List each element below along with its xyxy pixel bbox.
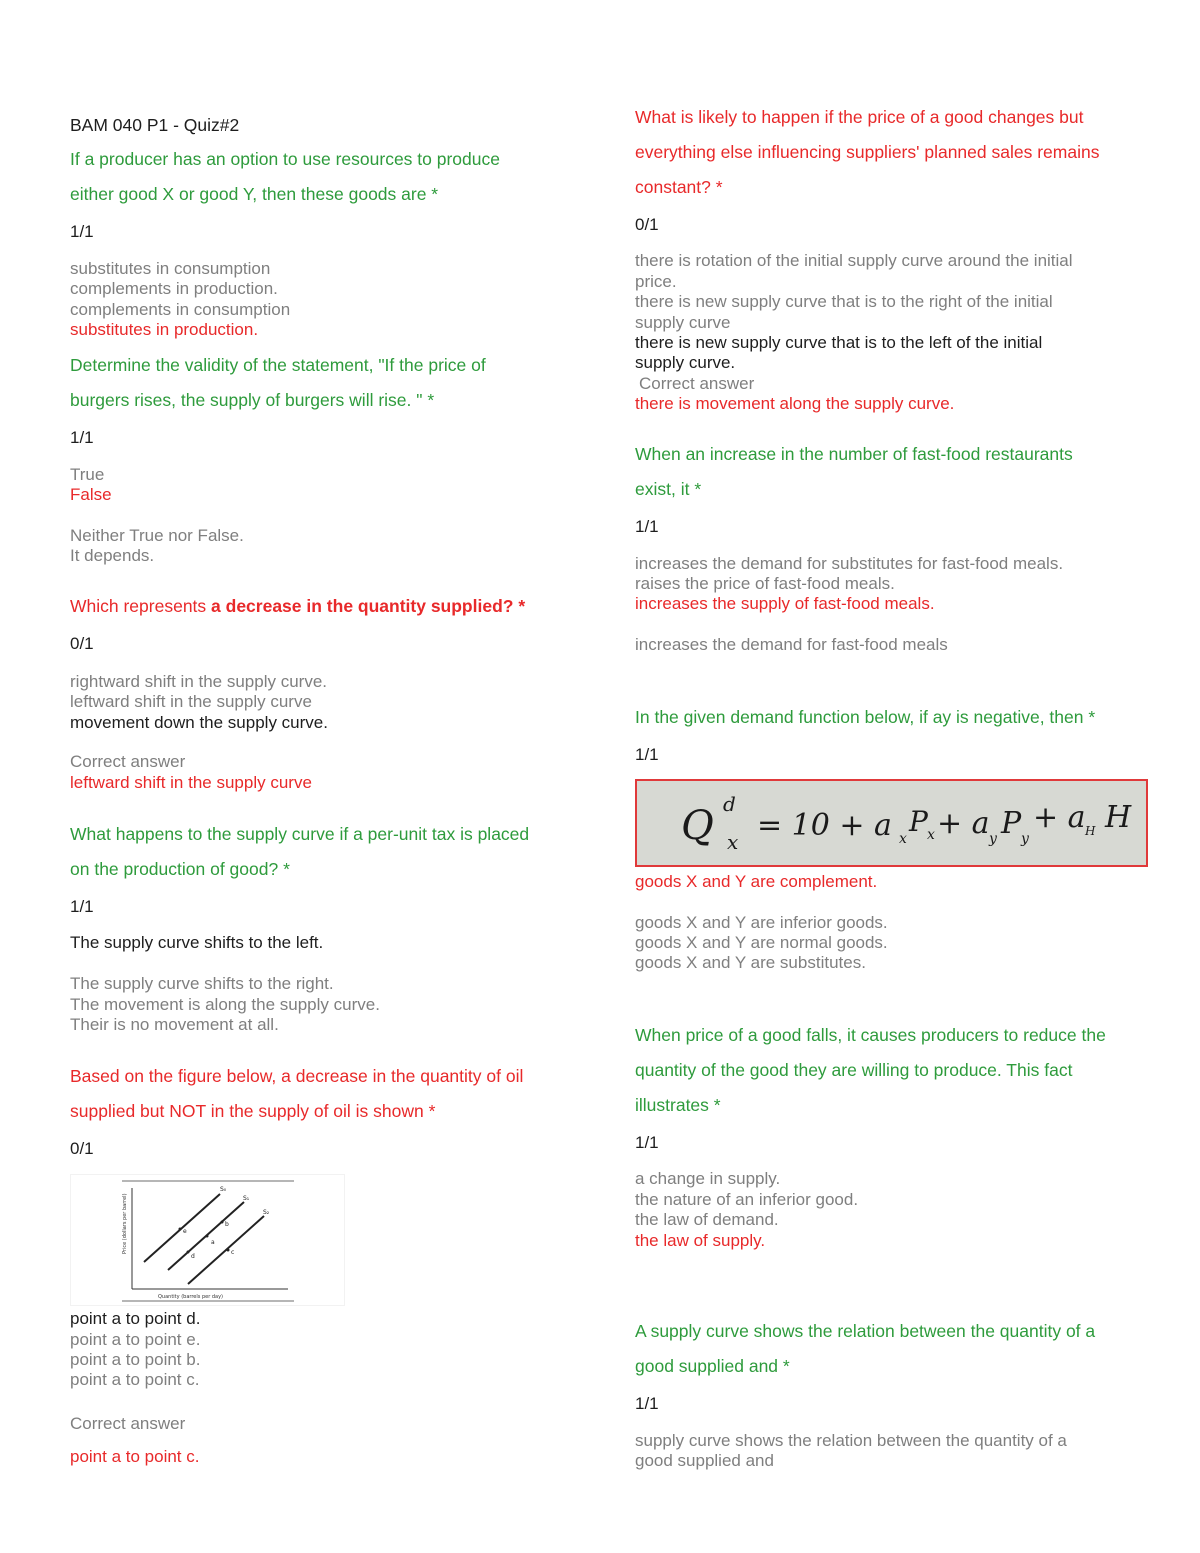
question-2-line-1: Determine the validity of the statement, "If the price of <box>70 355 486 375</box>
question-4-option-1-selected: The supply curve shifts to the left. <box>70 933 324 952</box>
question-10-line-2: good supplied and * <box>635 1356 790 1376</box>
question-6-option-3-selected-line-1: there is new supply curve that is to the left of the initial <box>635 333 1043 352</box>
question-9-option-4-selected: the law of supply. <box>635 1231 766 1250</box>
eq-py-sub: y <box>1021 831 1029 847</box>
eq-q: Q <box>681 803 714 849</box>
eq-py: P <box>1001 806 1022 841</box>
question-6-option-3-selected-line-2: supply curve. <box>635 353 736 372</box>
question-1-option-4-selected: substitutes in production. <box>70 320 259 339</box>
question-7-option-4: increases the demand for fast-food meals <box>635 635 948 654</box>
question-4-line-1: What happens to the supply curve if a per-unit tax is placed <box>70 824 530 844</box>
quiz-title: BAM 040 P1 - Quiz#2 <box>70 115 240 135</box>
question-1-option-3: complements in consumption <box>70 300 291 319</box>
label-c: c <box>231 1249 235 1256</box>
question-3-text <box>70 595 525 617</box>
eq-h: H <box>1105 800 1132 835</box>
question-6-correct-answer: there is movement along the supply curve. <box>635 394 955 413</box>
point-e <box>179 1228 182 1231</box>
question-4-line-2: on the production of good? * <box>70 859 290 879</box>
label-b: b <box>225 1221 229 1228</box>
point-b <box>221 1221 224 1224</box>
question-8-option-2: goods X and Y are inferior goods. <box>635 913 888 932</box>
question-3-option-1: rightward shift in the supply curve. <box>70 672 328 691</box>
question-9-line-3: illustrates * <box>635 1095 721 1115</box>
question-4-option-2: The supply curve shifts to the right. <box>70 974 334 993</box>
question-8-line-1: In the given demand function below, if ay is negative, then * <box>635 707 1096 727</box>
question-7-option-2: raises the price of fast-food meals. <box>635 574 895 593</box>
question-6-option-2-line-1: there is new supply curve that is to the right of the initial <box>635 292 1053 311</box>
question-6-option-1-line-2: price. <box>635 272 677 291</box>
question-4-option-3: The movement is along the supply curve. <box>70 995 380 1014</box>
demand-function-image <box>635 779 1148 867</box>
eq-part-2: + a <box>937 806 990 841</box>
question-6-option-2-line-2: supply curve <box>635 313 731 332</box>
question-8-option-3: goods X and Y are normal goods. <box>635 933 888 952</box>
question-5-line-1: Based on the figure below, a decrease in the quantity of oil <box>70 1066 524 1086</box>
question-3-correct-label: Correct answer <box>70 752 186 771</box>
point-a <box>206 1235 209 1238</box>
demand-function-equation <box>637 781 1146 865</box>
question-10-option-1-line-2: good supplied and <box>635 1451 774 1470</box>
question-5-correct-label: Correct answer <box>70 1414 186 1433</box>
question-10-line-1: A supply curve shows the relation between the quantity of a <box>635 1321 1096 1341</box>
question-3-score: 0/1 <box>70 634 94 653</box>
eq-part-1: = 10 + a <box>757 808 892 843</box>
label-s1: S₁ <box>243 1195 250 1202</box>
question-9-line-1: When price of a good falls, it causes producers to reduce the <box>635 1025 1106 1045</box>
question-1-option-2: complements in production. <box>70 279 278 298</box>
x-axis-label: Quantity (barrels per day) <box>158 1294 223 1300</box>
point-c <box>227 1249 230 1252</box>
question-7-line-2: exist, it * <box>635 479 702 499</box>
label-s0: S₀ <box>220 1186 227 1193</box>
eq-ax-sub: x <box>899 831 907 847</box>
question-5-correct-answer: point a to point c. <box>70 1447 200 1466</box>
question-1-score: 1/1 <box>70 222 94 241</box>
question-9-option-2: the nature of an inferior good. <box>635 1190 859 1209</box>
question-3-option-3-selected: movement down the supply curve. <box>70 713 328 732</box>
question-4-score: 1/1 <box>70 897 94 916</box>
eq-ay-sub: y <box>989 831 997 847</box>
question-8-option-4: goods X and Y are substitutes. <box>635 953 866 972</box>
question-7-score: 1/1 <box>635 517 659 536</box>
question-5-option-2: point a to point e. <box>70 1330 201 1349</box>
question-2-option-2-selected: False <box>70 485 112 504</box>
eq-part-3: + a <box>1033 800 1086 835</box>
question-4-option-4: Their is no movement at all. <box>70 1015 279 1034</box>
question-7-option-3-selected: increases the supply of fast-food meals. <box>635 594 935 613</box>
question-2-option-3: Neither True nor False. <box>70 526 244 545</box>
question-3-correct-answer: leftward shift in the supply curve <box>70 773 312 792</box>
eq-sup-d: d <box>723 792 736 816</box>
question-5-option-3: point a to point b. <box>70 1350 201 1369</box>
question-9-option-1: a change in supply. <box>635 1169 781 1188</box>
question-7-option-1: increases the demand for substitutes for fast-food meals. <box>635 554 1064 573</box>
question-1-option-1: substitutes in consumption <box>70 259 271 278</box>
label-a: a <box>211 1239 215 1246</box>
question-1-line-1: If a producer has an option to use resources to produce <box>70 149 500 169</box>
question-1-line-2: either good X or good Y, then these goods are * <box>70 184 439 204</box>
question-2-line-2: burgers rises, the supply of burgers will rise. " * <box>70 390 435 410</box>
question-3-prefix: Which represents <box>70 596 212 616</box>
question-6-correct-label: Correct answer <box>639 374 755 393</box>
question-8-option-1-selected: goods X and Y are complement. <box>635 872 878 891</box>
question-9-score: 1/1 <box>635 1133 659 1152</box>
label-d: d <box>191 1253 195 1260</box>
eq-ah-sub: H <box>1085 824 1096 838</box>
question-6-option-1-line-1: there is rotation of the initial supply curve around the initial <box>635 251 1073 270</box>
eq-px-sub: x <box>927 827 935 843</box>
question-5-option-4: point a to point c. <box>70 1370 200 1389</box>
question-6-line-2: everything else influencing suppliers' planned sales remains <box>635 142 1100 162</box>
question-8-score: 1/1 <box>635 745 659 764</box>
question-6-score: 0/1 <box>635 215 659 234</box>
question-3-bold: a decrease in the quantity supplied? * <box>211 596 526 616</box>
question-3-option-2: leftward shift in the supply curve <box>70 692 312 711</box>
question-9-option-3: the law of demand. <box>635 1210 779 1229</box>
question-6-line-3: constant? * <box>635 177 723 197</box>
question-2-score: 1/1 <box>70 428 94 447</box>
eq-px: P <box>909 805 928 838</box>
supply-curves-figure <box>70 1174 345 1306</box>
question-2-option-4: It depends. <box>70 546 155 565</box>
label-s2: S₂ <box>263 1209 270 1216</box>
question-5-line-2: supplied but NOT in the supply of oil is shown * <box>70 1101 436 1121</box>
point-d <box>187 1251 190 1254</box>
eq-sub-x: x <box>727 830 739 854</box>
y-axis-label: Price (dollars per barrel) <box>122 1193 128 1254</box>
question-5-score: 0/1 <box>70 1139 94 1158</box>
question-2-option-1: True <box>70 465 105 484</box>
question-6-line-1: What is likely to happen if the price of a good changes but <box>635 107 1084 127</box>
question-9-line-2: quantity of the good they are willing to produce. This fact <box>635 1060 1073 1080</box>
question-5-option-1-selected: point a to point d. <box>70 1309 201 1328</box>
question-10-option-1-line-1: supply curve shows the relation between the quantity of a <box>635 1431 1067 1450</box>
question-7-line-1: When an increase in the number of fast-food restaurants <box>635 444 1073 464</box>
question-10-score: 1/1 <box>635 1394 659 1413</box>
label-e: e <box>183 1228 187 1235</box>
